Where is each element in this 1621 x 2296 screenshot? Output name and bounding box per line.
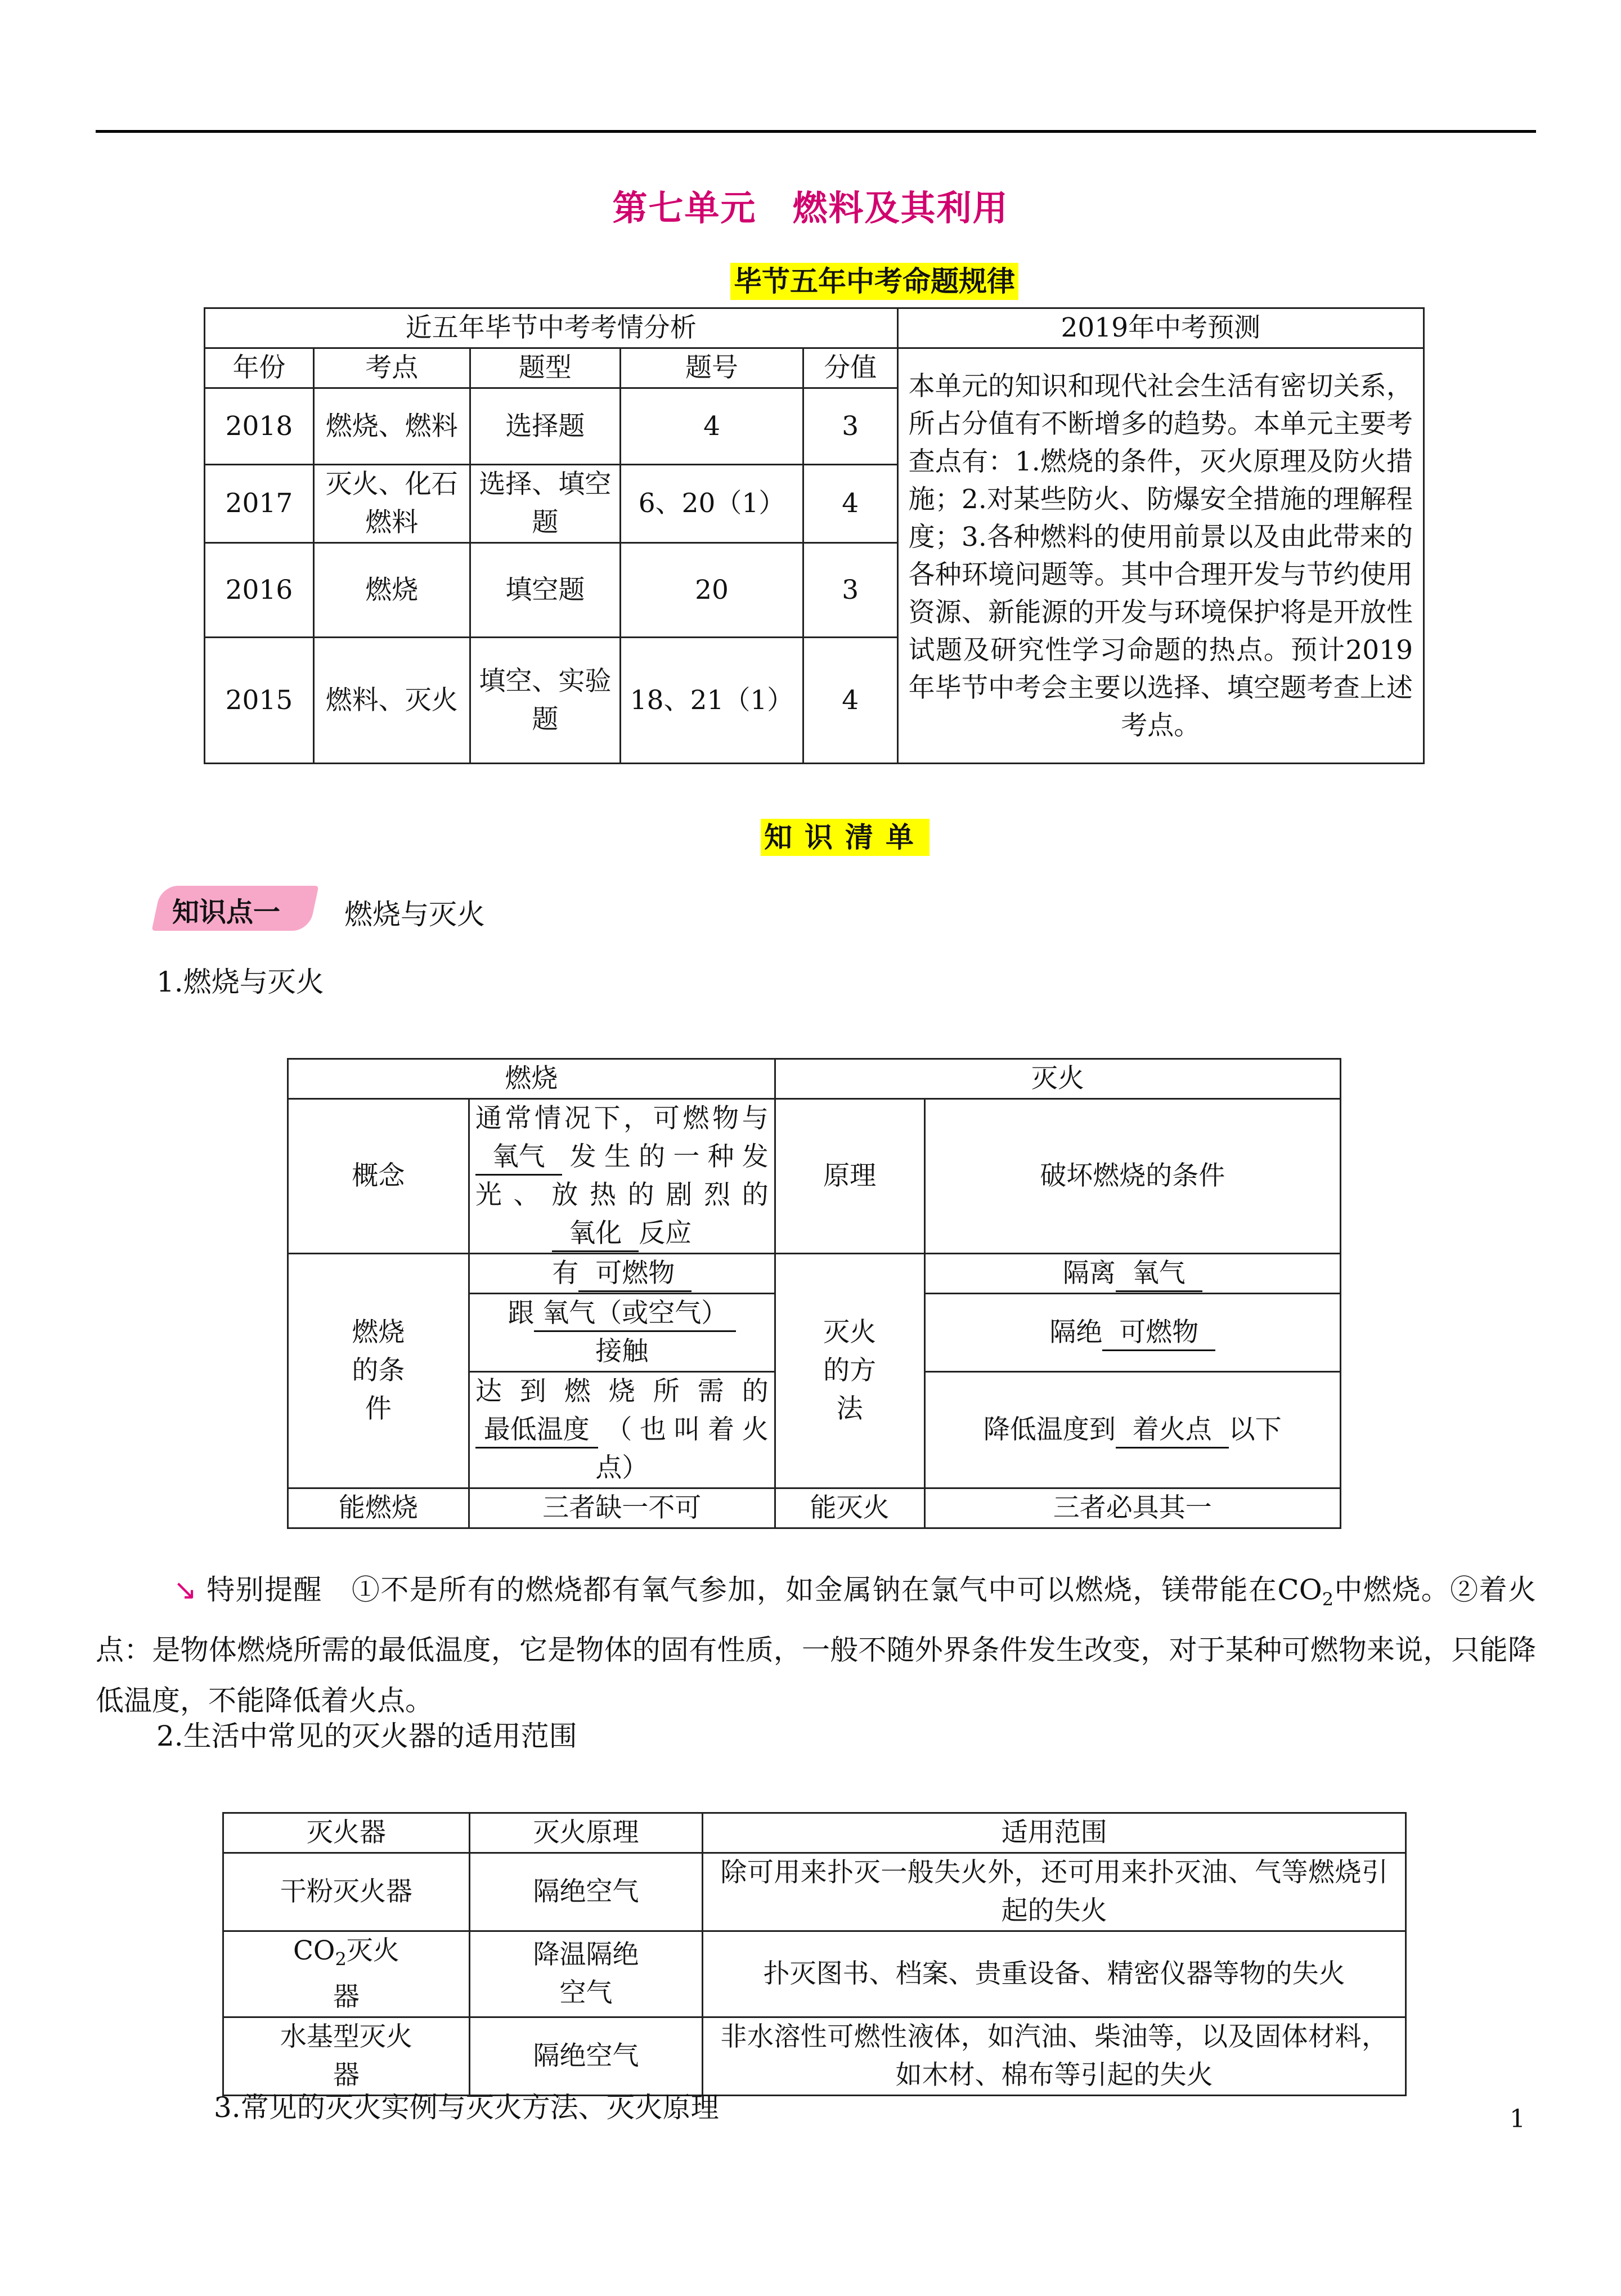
combustion-header: 燃烧 <box>288 1059 775 1099</box>
blank-answer <box>1116 1413 1229 1449</box>
cell-score: 4 <box>803 465 897 543</box>
reminder-text-b: 中燃烧。②着火点：是物体燃烧所需的最低温度，它是物体的固有性质，一般不随外界条件发生改变，对于某种可燃物来说，只能降低温度，不能降低着火点。 <box>96 1573 1537 1717</box>
method-3-a: 降低温度到 <box>983 1414 1116 1445</box>
cell-point: 灭火、化石燃料 <box>313 465 470 543</box>
exam-analysis-table <box>204 307 1425 764</box>
cell-num: 18、21（1） <box>621 638 803 764</box>
section-heading-1: 1.燃烧与灭火 <box>156 966 324 998</box>
condition-3 <box>469 1372 775 1488</box>
reminder-sub: 2 <box>1322 1589 1334 1610</box>
table-row <box>223 1853 1406 1931</box>
table-row <box>223 1931 1406 2017</box>
extinguisher-name-sub: 2 <box>335 1948 347 1970</box>
col-scope: 适用范围 <box>703 1813 1406 1853</box>
extinguisher-table <box>222 1812 1407 2096</box>
cell-year: 2017 <box>205 465 314 543</box>
extinguish-header: 灭火 <box>775 1059 1340 1099</box>
knowledge-point-title: 燃烧与灭火 <box>344 898 485 931</box>
top-rule <box>96 130 1536 133</box>
cell-type: 选择题 <box>470 388 621 465</box>
concept-text-d: 氧化 <box>569 1218 622 1249</box>
concept-label: 概念 <box>288 1099 469 1254</box>
col-num: 题号 <box>621 348 803 388</box>
concept-text-c: 发生的一种发光、放热的剧烈的 <box>475 1141 769 1210</box>
prediction-header: 2019年中考预测 <box>897 308 1424 348</box>
cell-type: 选择、填空题 <box>470 465 621 543</box>
method-2 <box>924 1294 1340 1372</box>
blank-answer <box>578 1257 691 1292</box>
cell-score: 4 <box>803 638 897 764</box>
condition-1-b: 可燃物 <box>595 1258 675 1289</box>
can-extinguish-label: 能灭火 <box>775 1488 924 1528</box>
all-three-text: 三者缺一不可 <box>469 1488 775 1528</box>
condition-1-a: 有 <box>552 1258 579 1289</box>
method-2-a: 隔绝 <box>1049 1317 1103 1348</box>
section-heading-2: 2.生活中常见的灭火器的适用范围 <box>156 1720 577 1752</box>
condition-2-b: 氧气（或空气） <box>542 1298 728 1329</box>
one-of-three-text: 三者必具其一 <box>924 1488 1340 1528</box>
reminder-text-a: ①不是所有的燃烧都有氧气参加，如金属钠在氯气中可以燃烧，镁带能在CO <box>351 1573 1322 1606</box>
extinguisher-scope: 扑灭图书、档案、贵重设备、精密仪器等物的失火 <box>703 1931 1406 2017</box>
method-1-a: 隔离 <box>1062 1258 1116 1289</box>
condition-3-b: 最低温度 <box>483 1414 590 1445</box>
extinguisher-name: 干粉灭火器 <box>223 1853 470 1931</box>
blank-answer <box>552 1217 639 1252</box>
cell-year: 2015 <box>205 638 314 764</box>
page-title: 第七单元 燃料及其利用 <box>612 187 1009 228</box>
analysis-header: 近五年毕节中考考情分析 <box>205 308 898 348</box>
methods-label: 灭火的方法 <box>775 1254 924 1488</box>
condition-3-a: 达到燃烧所需的 <box>475 1376 769 1407</box>
exam-rules-heading <box>730 259 1018 299</box>
concept-text <box>469 1099 775 1254</box>
condition-3-c: （也叫着火点） <box>595 1414 769 1483</box>
method-1 <box>924 1254 1340 1294</box>
condition-1 <box>469 1254 775 1294</box>
method-2-b: 可燃物 <box>1119 1317 1199 1348</box>
extinguisher-principle: 隔绝空气 <box>469 1853 703 1931</box>
blank-answer <box>475 1413 598 1449</box>
concept-text-b: 氧气 <box>492 1141 545 1172</box>
cell-type: 填空题 <box>470 543 621 638</box>
col-point: 考点 <box>313 348 470 388</box>
cell-point: 燃烧 <box>313 543 470 638</box>
cell-point: 燃料、灭火 <box>313 638 470 764</box>
can-burn-label: 能燃烧 <box>288 1488 469 1528</box>
principle-label: 原理 <box>775 1099 924 1254</box>
method-3-c: 以下 <box>1228 1414 1282 1445</box>
blank-answer <box>475 1140 562 1176</box>
extinguisher-principle: 隔绝空气 <box>469 2017 703 2096</box>
extinguisher-name-a: CO <box>293 1935 335 1966</box>
concept-text-a: 通常情况下，可燃物与 <box>475 1103 769 1134</box>
cell-year: 2016 <box>205 543 314 638</box>
concept-text-e: 反应 <box>639 1218 692 1249</box>
method-3-b: 着火点 <box>1132 1414 1212 1445</box>
cell-point: 燃烧、燃料 <box>313 388 470 465</box>
extinguisher-name <box>223 1931 470 2017</box>
col-year: 年份 <box>205 348 314 388</box>
cell-num: 20 <box>621 543 803 638</box>
blank-answer <box>1102 1316 1215 1351</box>
conditions-label: 燃烧的条件 <box>288 1254 469 1488</box>
special-reminder <box>96 1564 1536 1726</box>
col-principle: 灭火原理 <box>469 1813 703 1853</box>
knowledge-list-heading <box>761 815 930 855</box>
cell-num: 4 <box>621 388 803 465</box>
blank-answer <box>534 1297 736 1332</box>
knowledge-list-heading-text: 知识清单 <box>761 819 930 856</box>
arrow-icon: ↘ <box>173 1573 197 1606</box>
reminder-label: 特别提醒 <box>206 1573 322 1606</box>
blank-answer <box>1116 1257 1202 1292</box>
cell-score: 3 <box>803 388 897 465</box>
col-type: 题型 <box>470 348 621 388</box>
cell-num: 6、20（1） <box>621 465 803 543</box>
cell-type: 填空、实验题 <box>470 638 621 764</box>
knowledge-point-badge-label: 知识点一 <box>172 896 281 928</box>
page-number: 1 <box>1510 2105 1525 2133</box>
prediction-text: 本单元的知识和现代社会生活有密切关系，所占分值有不断增多的趋势。本单元主要考查点有：1.燃烧的条件，灭火原理及防火措施；2.对某些防火、防爆安全措施的理解程度；3.各种燃料的使用前景以及由此带来的各种环境问题等。其中合理开发与节约使用资源、新能源的开发与环境保护将是开放性试题及研究性学习命题的热点。预计2019年毕节中考会主要以选择、填空题考查上述考点。 <box>897 348 1424 764</box>
col-score: 分值 <box>803 348 897 388</box>
condition-2-a: 跟 <box>508 1298 535 1329</box>
method-1-b: 氧气 <box>1132 1258 1186 1289</box>
cell-score: 3 <box>803 543 897 638</box>
principle-text: 破坏燃烧的条件 <box>924 1099 1340 1254</box>
extinguisher-name-b: 灭火器 <box>333 1935 399 2013</box>
method-3 <box>924 1372 1340 1488</box>
extinguisher-principle: 降温隔绝空气 <box>469 1931 703 2017</box>
extinguisher-name: 水基型灭火器 <box>223 2017 470 2096</box>
combustion-extinguish-table <box>287 1058 1341 1529</box>
exam-rules-heading-text: 毕节五年中考命题规律 <box>730 263 1018 300</box>
extinguisher-scope: 非水溶性可燃性液体，如汽油、柴油等，以及固体材料，如木材、棉布等引起的失火 <box>703 2017 1406 2096</box>
cell-year: 2018 <box>205 388 314 465</box>
section-heading-3: 3.常见的灭火实例与灭火方法、灭火原理 <box>214 2091 719 2124</box>
col-extinguisher: 灭火器 <box>223 1813 470 1853</box>
extinguisher-scope: 除可用来扑灭一般失火外，还可用来扑灭油、气等燃烧引起的失火 <box>703 1853 1406 1931</box>
condition-2 <box>469 1294 775 1372</box>
condition-2-c: 接触 <box>595 1336 649 1367</box>
